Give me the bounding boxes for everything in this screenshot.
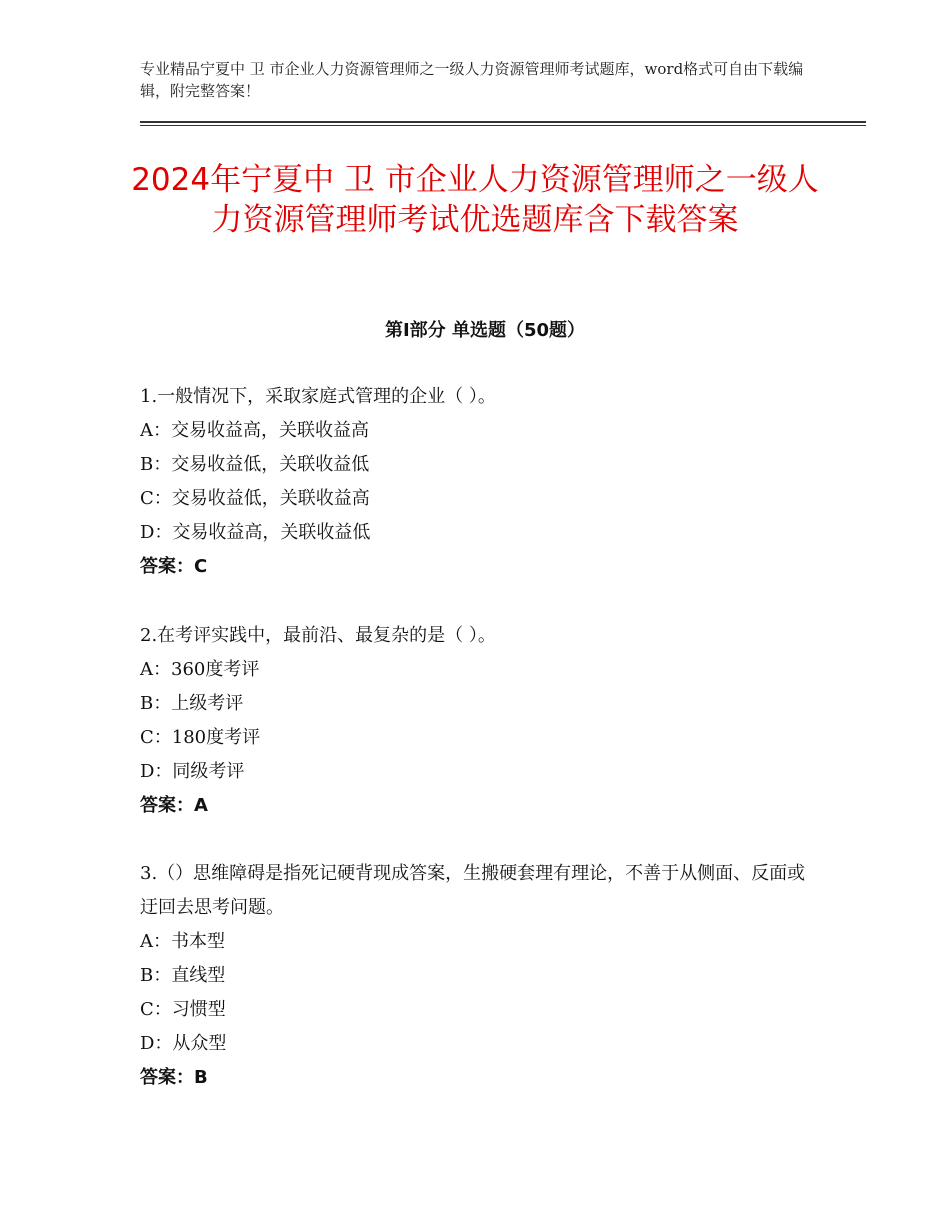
option-b: B：上级考评 <box>140 693 244 714</box>
question-block <box>140 380 820 584</box>
option-a: A：书本型 <box>140 931 225 952</box>
header-rule-thick <box>140 121 866 123</box>
option-d: D：同级考评 <box>140 761 245 782</box>
question-stem: 1.一般情况下，采取家庭式管理的企业（ ）。 <box>140 386 496 407</box>
question-block <box>140 619 820 823</box>
option-c: C：习惯型 <box>140 999 226 1020</box>
option-a: A：交易收益高，关联收益高 <box>140 420 369 441</box>
header-rule-thin <box>140 125 866 126</box>
option-c: C：交易收益低，关联收益高 <box>140 488 370 509</box>
option-c: C：180度考评 <box>140 727 261 748</box>
answer: 答案：B <box>140 1067 208 1088</box>
option-b: B：交易收益低，关联收益低 <box>140 454 370 475</box>
option-d: D：交易收益高，关联收益低 <box>140 522 371 543</box>
question-block <box>140 857 820 1095</box>
answer: 答案：A <box>140 795 208 816</box>
option-d: D：从众型 <box>140 1033 227 1054</box>
answer: 答案：C <box>140 556 208 577</box>
option-b: B：直线型 <box>140 965 226 986</box>
header-note: 专业精品宁夏中 卫 市企业人力资源管理师之一级人力资源管理师考试题库，word格式可自由下载编辑，附完整答案！ <box>140 60 804 100</box>
section-title: 第Ⅰ部分 单选题（50题） <box>384 320 585 341</box>
question-stem: 2.在考评实践中，最前沿、最复杂的是（ ）。 <box>140 625 496 646</box>
option-a: A：360度考评 <box>140 659 260 680</box>
document-title: 2024年宁夏中 卫 市企业人力资源管理师之一级人力资源管理师考试优选题库含下载答案 <box>131 162 819 238</box>
question-stem: 3.（）思维障碍是指死记硬背现成答案，生搬硬套理有理论，不善于从侧面、反面或迂回去思考问题。 <box>140 863 806 918</box>
